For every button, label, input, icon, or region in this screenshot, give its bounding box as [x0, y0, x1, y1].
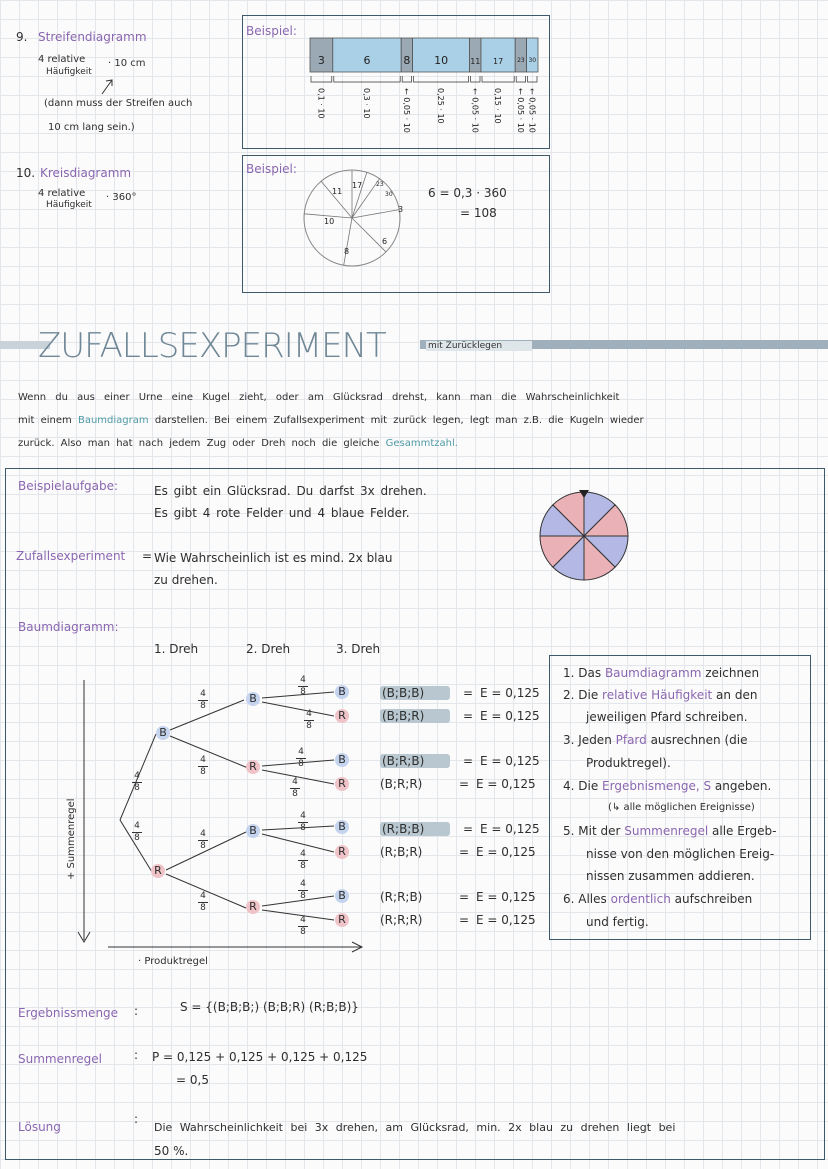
step-keyword: ordentlich: [606, 892, 671, 906]
step-keyword: Baumdiagramm: [601, 666, 702, 680]
intro-line-3: [18, 438, 458, 450]
frac-den: 8: [292, 789, 298, 799]
pie-slice-line: [344, 218, 352, 265]
pie-slice-line: [352, 172, 367, 218]
outcome-probability: E = 0,125: [480, 754, 540, 768]
outcome-probability: E = 0,125: [480, 822, 540, 836]
step-number: 4.: [563, 779, 579, 793]
strip-segment: [527, 38, 538, 72]
pie-slice-line: [352, 210, 399, 218]
step-line: [586, 710, 748, 724]
step-number: 3.: [563, 733, 579, 747]
step-text: nissen zusammen addieren.: [586, 869, 755, 883]
step-line: [563, 733, 747, 747]
tree-leaf-8: R: [335, 913, 349, 927]
strip-calc-label: 0,3 · 10: [362, 88, 371, 119]
outcome-row: [380, 686, 540, 700]
pie-slice-label: 23: [376, 181, 384, 188]
outcome-probability: E = 0,125: [480, 686, 540, 700]
strip-segment: [470, 38, 481, 72]
strip-bracket: [402, 76, 411, 82]
tree-leaf-2: R: [335, 709, 349, 723]
tree-leaf-7: B: [335, 889, 349, 903]
tree-leaf-6: R: [335, 845, 349, 859]
zufall-label: Zufallsexperiment: [16, 549, 126, 563]
fraction: [132, 822, 142, 843]
loesung-colon: :: [134, 1112, 139, 1126]
strip-segment-label: 11: [470, 57, 481, 66]
step-text-end: ausrechnen (die: [646, 733, 748, 747]
outcome-probability: E = 0,125: [476, 845, 536, 859]
intro-line-1: Wenn du aus einer Urne eine Kugel zieht, oder am Glücksrad drehst, kann man die Wahrscheinlichkeit: [18, 392, 620, 403]
strip-segment: [515, 38, 526, 72]
strip-note-2: 10 cm lang sein.): [48, 122, 135, 133]
frac-den: 8: [300, 927, 306, 937]
outcome-path: (B;R;B): [380, 754, 450, 768]
step-text-end: aufschreiben: [670, 892, 753, 906]
step-text: Das: [578, 666, 602, 680]
strip-example-label: Beispiel:: [246, 24, 297, 38]
tree-node-r1: R: [151, 864, 165, 878]
outcome-row: [380, 890, 536, 904]
outcome-path: (B;B;R): [380, 709, 450, 723]
strip-bracket: [471, 76, 480, 82]
strip-calc-label: 0,1 · 10: [316, 88, 326, 119]
frac-num: 4: [134, 771, 140, 781]
frac-num: 4: [300, 879, 306, 889]
strip-segment-label: 6: [363, 54, 371, 67]
step-line: [563, 688, 757, 702]
fraction: [298, 812, 308, 833]
strip-segment-label: 23: [517, 57, 525, 64]
frac-num: 4: [298, 747, 304, 757]
strip-bracket: [528, 76, 537, 82]
step-text-end: an den: [712, 688, 758, 702]
frac-num: 4: [300, 849, 306, 859]
step-line: [608, 801, 755, 815]
step-text-end: angeben.: [711, 779, 772, 793]
strip-bracket: [516, 76, 525, 82]
outcome-eq: =: [462, 754, 474, 768]
outcome-row: [380, 913, 536, 927]
strip-segment-label: 3: [317, 54, 325, 67]
strip-calc-label: 0,25 · 10: [436, 88, 446, 124]
frac-den: 8: [300, 687, 306, 697]
strip-formula-right: · 10 cm: [108, 58, 146, 69]
frac-num: 4: [200, 891, 206, 901]
fraction: [198, 690, 208, 711]
outcome-row: [380, 845, 536, 859]
pie-calc-1: 6 = 0,3 · 360: [428, 186, 507, 200]
intro-gesammtzahl: Gesammtzahl.: [385, 438, 458, 449]
step-number: 5.: [563, 824, 579, 838]
step-text: Alles: [578, 892, 607, 906]
strip-bracket: [311, 76, 332, 82]
pie-formula-right: · 360°: [106, 192, 137, 203]
fraction: [296, 748, 306, 769]
step-number: 2.: [563, 688, 579, 702]
outcome-path: (R;R;R): [380, 913, 423, 927]
outcome-probability: E = 0,125: [476, 777, 536, 791]
step-text: Produktregel).: [586, 756, 671, 770]
outcome-path: (R;B;R): [380, 845, 423, 859]
frac-num: 4: [300, 811, 306, 821]
frac-num: 4: [200, 829, 206, 839]
frac-den: 8: [306, 721, 312, 731]
frac-den: 8: [298, 759, 304, 769]
tree-col-3: 3. Dreh: [336, 642, 381, 656]
step-text: und fertig.: [586, 915, 649, 929]
pie-slice-label: 8: [344, 247, 350, 256]
frac-den: 8: [134, 833, 140, 843]
summen-result: = 0,5: [176, 1073, 209, 1087]
frac-den: 8: [300, 891, 306, 901]
tree-col-2: 2. Dreh: [246, 642, 291, 656]
outcome-eq: =: [458, 890, 470, 904]
frac-num: 4: [306, 709, 312, 719]
summen-value: P = 0,125 + 0,125 + 0,125 + 0,125: [152, 1050, 368, 1064]
strip-formula-left: 4 relative: [38, 54, 86, 65]
intro-line-3a: zurück. Also man hat nach jedem Zug oder Dreh noch die gleiche: [18, 438, 380, 449]
step-line: [563, 824, 777, 838]
frac-den: 8: [300, 823, 306, 833]
frac-num: 4: [134, 821, 140, 831]
pie-slice-line: [352, 218, 386, 252]
task-text-2: Es gibt 4 rote Felder und 4 blaue Felder.: [154, 506, 410, 520]
step-line: [586, 756, 671, 770]
ergebnis-colon: :: [134, 1004, 139, 1018]
strip-bracket: [334, 76, 400, 82]
step-line: [586, 869, 755, 883]
fraction: [298, 676, 308, 697]
task-label: Beispielaufgabe:: [18, 479, 119, 493]
tree-leaf-5: B: [335, 820, 349, 834]
summenregel-axis-label: + Summenregel: [66, 798, 77, 880]
tree-node-br: R: [246, 760, 260, 774]
frac-num: 4: [200, 755, 206, 765]
outcome-row: [380, 754, 540, 768]
step-text: nisse von den möglichen Ereig-: [586, 847, 775, 861]
outcome-eq: =: [462, 822, 474, 836]
fraction: [298, 850, 308, 871]
strip-formula-left2: Häufigkeit: [46, 67, 92, 77]
tree-col-1: 1. Dreh: [154, 642, 199, 656]
step-text: Jeden: [578, 733, 612, 747]
step-line: [586, 915, 649, 929]
outcome-eq: =: [458, 913, 470, 927]
step-line: [563, 892, 752, 906]
pie-formula-left: 4 relative: [38, 188, 86, 199]
outcome-probability: E = 0,125: [476, 890, 536, 904]
tree-node-rr: R: [246, 900, 260, 914]
step-text: jeweiligen Pfard schreiben.: [586, 710, 748, 724]
ergebnis-label: Ergebnissmenge: [18, 1006, 119, 1020]
frac-den: 8: [134, 783, 140, 793]
gluecksrad-wheel: [540, 490, 632, 582]
pie-number: 10.: [16, 166, 36, 180]
tree-leaf-1: B: [335, 685, 349, 699]
strip-calc-label: ← 0,05 · 10: [470, 88, 480, 133]
step-text-end: alle Ergeb-: [708, 824, 777, 838]
strip-segment-label: 30: [528, 57, 537, 64]
fraction: [290, 778, 300, 799]
frac-den: 8: [200, 701, 206, 711]
strip-segment: [481, 38, 515, 72]
step-number: 6.: [563, 892, 579, 906]
tree-node-b1: B: [156, 726, 170, 740]
step-line: [563, 779, 771, 793]
step-text: (↳ alle möglichen Ereignisse): [608, 802, 755, 813]
outcome-eq: =: [462, 686, 474, 700]
strip-diagram: [310, 38, 540, 148]
fraction: [298, 916, 308, 937]
produktregel-axis-label: · Produktregel: [138, 956, 208, 967]
pie-slice-label: 6: [382, 237, 388, 246]
step-keyword: relative Häufigkeit: [598, 688, 713, 702]
fraction: [298, 880, 308, 901]
strip-calc-label: ← 0,05 · 10: [515, 88, 525, 133]
loesung-line-1: Die Wahrscheinlichkeit bei 3x drehen, am Glücksrad, min. 2x blau zu drehen liegt bei: [154, 1121, 676, 1134]
outcome-row: [380, 709, 540, 723]
outcome-eq: =: [458, 845, 470, 859]
frac-num: 4: [300, 675, 306, 685]
pie-diagram: [290, 162, 420, 292]
tree-node-rb: B: [246, 824, 260, 838]
outcome-path: (R;R;B): [380, 890, 423, 904]
frac-num: 4: [200, 689, 206, 699]
heading-subtitle: mit Zurücklegen: [426, 341, 532, 351]
heading-title: ZUFALLSEXPERIMENT: [38, 326, 386, 366]
tree-leaf-4: R: [335, 777, 349, 791]
frac-den: 8: [300, 861, 306, 871]
summen-colon: :: [134, 1048, 139, 1062]
fraction: [198, 830, 208, 851]
fraction: [198, 892, 208, 913]
step-text: Die: [578, 779, 599, 793]
pie-title: Kreisdiagramm: [40, 166, 132, 180]
step-keyword: Pfard: [611, 733, 647, 747]
loesung-line-2: 50 %.: [154, 1144, 189, 1158]
fraction: [304, 710, 314, 731]
outcome-row: [380, 822, 540, 836]
frac-den: 8: [200, 767, 206, 777]
pie-slice-label: 17: [352, 181, 363, 190]
outcome-eq: =: [458, 777, 470, 791]
intro-baumdiagram: Baumdiagram: [77, 415, 149, 426]
strip-note-1: (dann muss der Streifen auch: [44, 98, 193, 109]
pie-slice-label: 3: [398, 205, 404, 214]
strip-segment-label: 10: [434, 54, 449, 67]
step-number: 1.: [563, 666, 579, 680]
pie-formula-left2: Häufigkeit: [46, 200, 92, 210]
strip-bracket: [482, 76, 514, 82]
strip-calc-label: ← 0,05 · 10: [527, 88, 537, 133]
zufall-eq: =: [142, 549, 153, 563]
pie-slice-label: 11: [332, 187, 343, 196]
zufall-text-1: Wie Wahrscheinlich ist es mind. 2x blau: [154, 551, 393, 565]
outcome-probability: E = 0,125: [476, 913, 536, 927]
intro-line-2c: darstellen. Bei einem Zufallsexperiment mit zurück legen, legt man z.B. die Kugeln wieder: [154, 415, 644, 426]
strip-segment-label: 8: [403, 54, 411, 67]
step-keyword: Ergebnismenge, S: [598, 779, 712, 793]
step-text: Die: [578, 688, 599, 702]
step-line: [563, 666, 759, 680]
strip-segment-label: 17: [493, 57, 504, 66]
step-text: Mit der: [578, 824, 621, 838]
outcome-path: (R;B;B): [380, 822, 450, 836]
ergebnis-value: S = {(B;B;B;) (B;B;R) (R;B;B)}: [180, 1000, 359, 1014]
tree-label: Baumdiagramm:: [18, 620, 119, 634]
tree-leaf-3: B: [335, 753, 349, 767]
strip-bracket: [414, 76, 469, 82]
strip-calc-label: ← 0,05 · 10: [401, 88, 411, 133]
pie-slice-label: 10: [324, 217, 335, 226]
strip-number: 9.: [16, 30, 28, 44]
outcome-path: (B;B;B): [380, 686, 450, 700]
outcome-row: [380, 777, 536, 791]
outcome-probability: E = 0,125: [480, 709, 540, 723]
intro-line-2a: mit einem: [18, 415, 72, 426]
fraction: [132, 772, 142, 793]
frac-num: 4: [292, 777, 298, 787]
zufall-text-2: zu drehen.: [154, 573, 218, 587]
outcome-path: (B;R;R): [380, 777, 423, 791]
fraction: [198, 756, 208, 777]
loesung-label: Lösung: [18, 1120, 61, 1134]
step-line: [586, 847, 774, 861]
pie-example-label: Beispiel:: [246, 162, 297, 176]
task-text-1: Es gibt ein Glücksrad. Du darfst 3x drehen.: [154, 484, 427, 498]
step-keyword: Summenregel: [620, 824, 709, 838]
strip-calc-label: 0,15 · 10: [493, 88, 503, 124]
step-text-end: zeichnen: [701, 666, 760, 680]
frac-num: 4: [300, 915, 306, 925]
frac-den: 8: [200, 903, 206, 913]
outcome-eq: =: [462, 709, 474, 723]
frac-den: 8: [200, 841, 206, 851]
intro-line-2: [18, 415, 644, 427]
pie-slice-label: 30: [385, 191, 393, 198]
strip-title: Streifendiagramm: [38, 30, 147, 44]
pie-calc-2: = 108: [460, 206, 497, 220]
summen-label: Summenregel: [18, 1052, 102, 1066]
tree-node-bb: B: [246, 692, 260, 706]
